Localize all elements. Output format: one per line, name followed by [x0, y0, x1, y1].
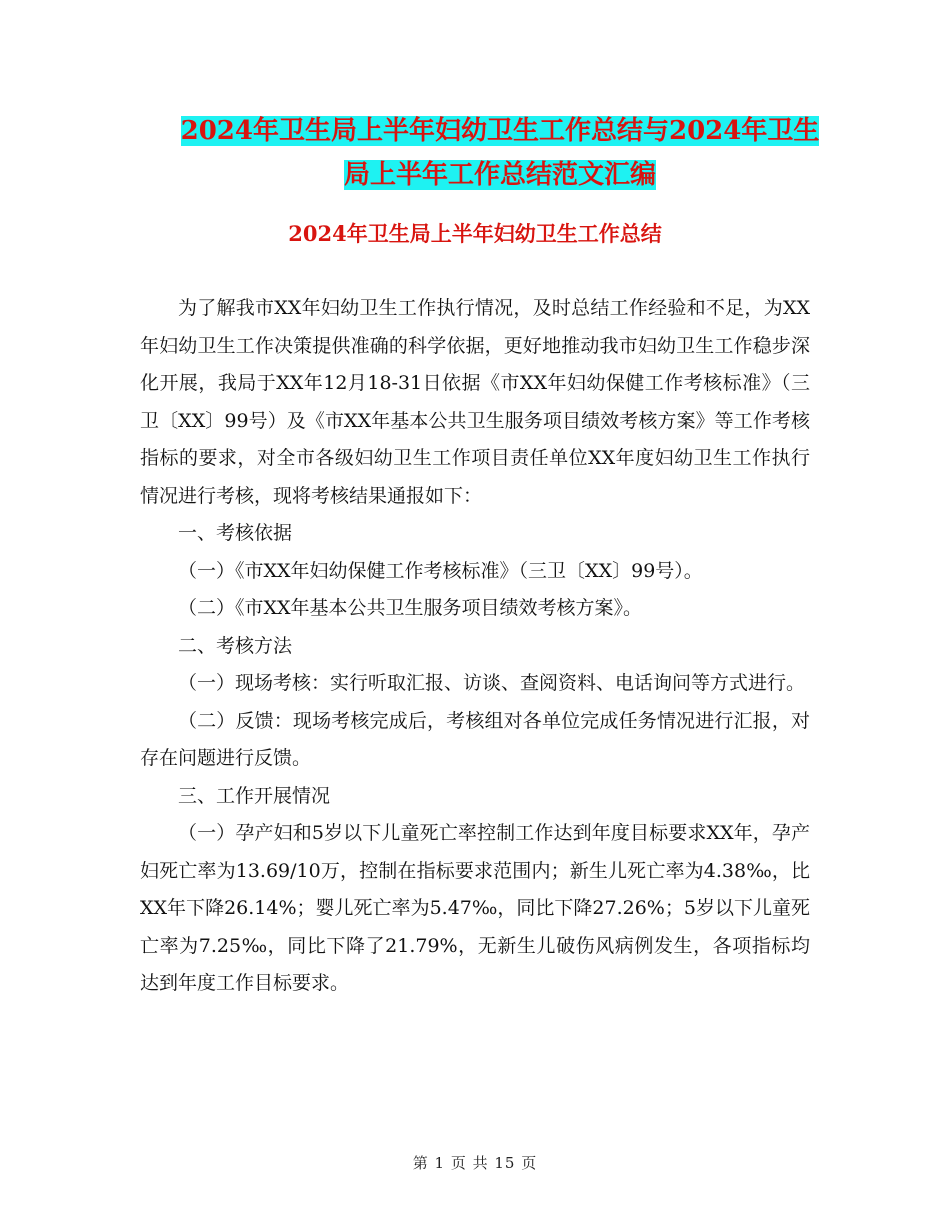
paragraph: （一）现场考核：实行听取汇报、访谈、查阅资料、电话询问等方式进行。: [178, 672, 806, 694]
paragraph: 二、考核方法: [178, 634, 293, 657]
paragraph: 三、工作开展情况: [178, 784, 331, 807]
paragraph: （二）反馈：现场考核完成后，考核组对各单位完成任务情况进行汇报，对存在问题进行反馈。: [140, 709, 810, 769]
paragraph: 为了解我市XX年妇幼卫生工作执行情况，及时总结工作经验和不足，为XX年妇幼卫生工作决策提供准确的科学依据，更好地推动我市妇幼卫生工作稳步深化开展，我局于XX年12月18-31日依据《市XX年妇幼保健工作考核标准》（三卫〔XX〕99号）及《市XX年基本公共卫生服务项目绩效考核方案》等工作考核指标的要求，对全市各级妇幼卫生工作项目责任单位XX年度妇幼卫生工作执行情况进行考核，现将考核结果通报如下：: [140, 297, 810, 507]
main-title-text-2: 局上半年工作总结范文汇编: [343, 160, 656, 190]
main-title-line-2: [140, 150, 860, 200]
section-title: 2024年卫生局上半年妇幼卫生工作总结: [288, 221, 662, 246]
page-indicator: 第 1 页 共 15 页: [412, 1154, 538, 1172]
paragraph: （一）孕产妇和5岁以下儿童死亡率控制工作达到年度目标要求XX年，孕产妇死亡率为13.69/10万，控制在指标要求范围内；新生儿死亡率为4.38‰，比XX年下降26.14%；婴儿死亡率为5.47‰，同比下降27.26%；5岁以下儿童死亡率为7.25‰，同比下降了21.79%，无新生儿破伤风病例发生，各项指标均达到年度工作目标要求。: [140, 822, 810, 994]
main-title-line-1: [140, 106, 860, 156]
paragraph: 一、考核依据: [178, 522, 293, 544]
body-text: [140, 290, 810, 1003]
main-title-text-1: 2024年卫生局上半年妇幼卫生工作总结与2024年卫生: [180, 116, 820, 146]
paragraph: （二）《市XX年基本公共卫生服务项目绩效考核方案》。: [178, 597, 643, 619]
paragraph: （一）《市XX年妇幼保健工作考核标准》（三卫〔XX〕99号）。: [178, 559, 703, 582]
